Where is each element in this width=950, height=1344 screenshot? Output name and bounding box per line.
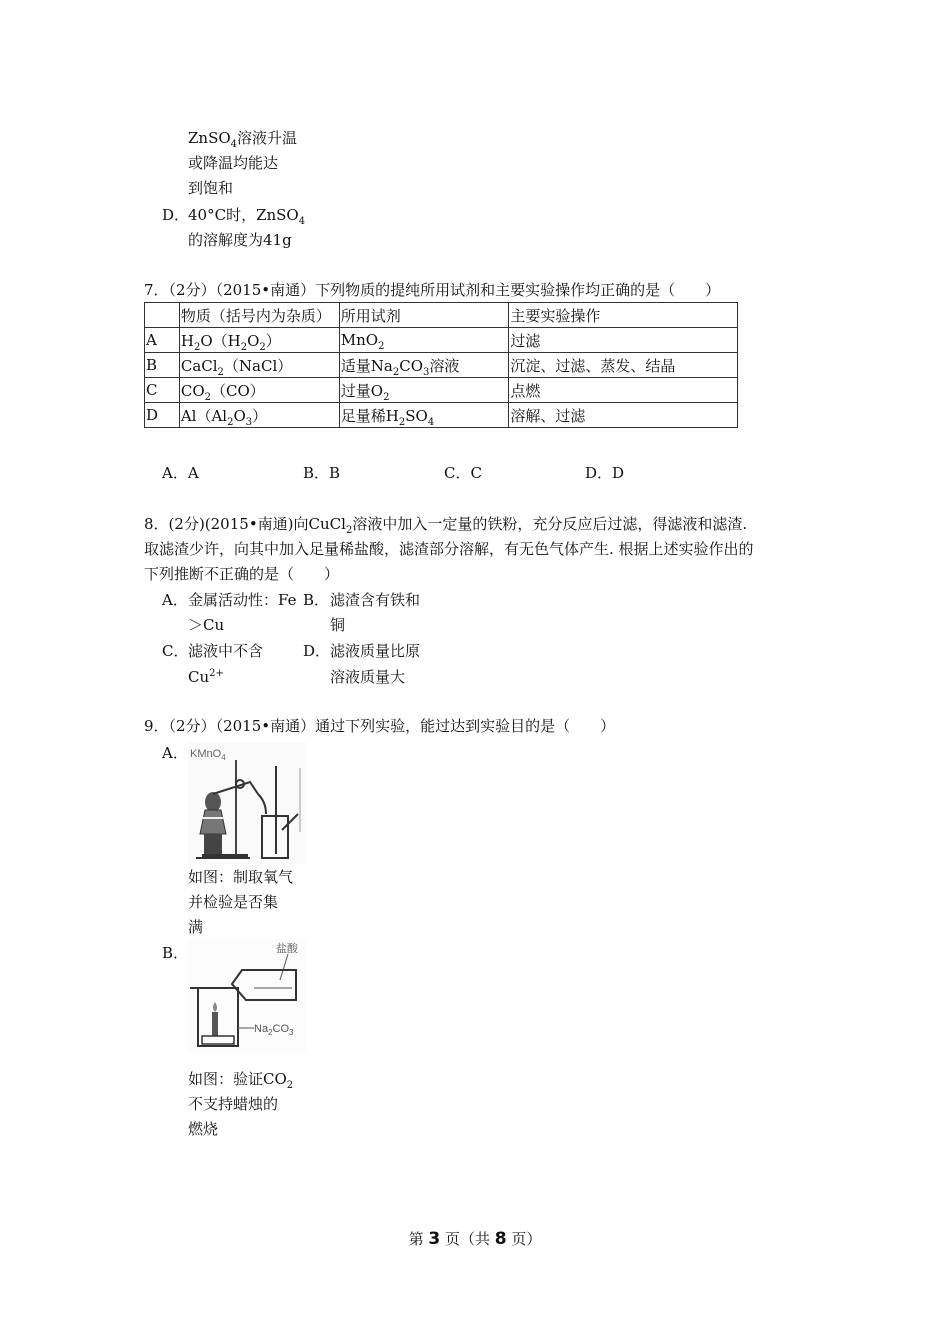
substance-cell: $H_2O(H_2O_2)$ [179,328,339,353]
q8-option-b-label[interactable]: B． [303,591,330,609]
table-row [145,403,738,428]
operation-cell: 过滤 [509,328,738,353]
table-header-cell: 物质（括号内为杂质） [179,303,339,328]
q8-option-d-line1: 滤液质量比原 [330,642,421,660]
q6-c-line3: 到饱和 [188,179,234,197]
q7-stem: 7．（2分）（2015•南通）下列物质的提纯所用试剂和主要实验操作均正确的是（ ） [144,281,721,299]
q8-option-c-line1: 滤液中不含 [188,642,264,660]
row-key: A [145,328,180,353]
operation-cell: 点燃 [509,378,738,403]
current-page-number: 3 [428,1229,441,1249]
co2-candle-figure [188,940,306,1052]
q6-c-line2: 或降温均能达 [188,154,279,172]
substance-cell: $Al(Al_2O_3)$ [179,403,339,428]
q6-d-label[interactable]: D． [162,206,190,224]
table-header-row [145,303,738,328]
q9-b-caption-2: 不支持蜡烛的 [188,1095,279,1113]
operation-cell: 溶解、过滤 [509,403,738,428]
q7-option-a[interactable]: A．A [162,464,199,482]
q9-a-caption-3: 满 [188,918,204,936]
row-key: D [145,403,180,428]
q7-table [144,302,738,428]
table-row [145,328,738,353]
q8-option-d-label[interactable]: D． [303,642,331,660]
q8-option-b-line2: 铜 [330,616,346,634]
q9-option-b-label[interactable]: B． [162,944,189,962]
q8-option-c-line2: $Cu^{2+}$ [188,668,224,686]
total-pages: 8 [494,1229,507,1249]
table-row [145,353,738,378]
q8-option-a-line1: 金属活动性：Fe [188,591,297,609]
q9-stem: 9．（2分）（2015•南通）通过下列实验，能过达到实验目的是（ ） [144,717,616,735]
substance-cell: $CO_2(CO)$ [179,378,339,403]
q7-option-d[interactable]: D．D [585,464,625,482]
q9-a-caption-1: 如图：制取氧气 [188,868,294,886]
row-key: B [145,353,180,378]
q8-stem-line1: 8．(2分)(2015•南通)向CuCl$_2$溶液中加入一定量的铁粉，充分反应后过滤，得滤液和滤渣. [144,515,748,536]
figure-label-acid: 盐酸 [276,943,298,955]
q8-option-c-label[interactable]: C． [162,642,189,660]
reagent-cell: 过量$O_2$ [339,378,509,403]
q6-d-line1: 40°C时，ZnSO$_4$ [188,206,306,227]
reagent-cell: 足量稀$H_2SO_4$ [339,403,509,428]
q8-option-a-label[interactable]: A． [162,591,188,609]
substance-cell: CaCl$_2$（NaCl） [179,353,339,378]
page-footer: 第 3 页（共 8 页） [408,1229,542,1249]
q8-stem-line2: 取滤渣少许，向其中加入足量稀盐酸，滤渣部分溶解，有无色气体产生. 根据上述实验作出的 [144,540,754,558]
q9-b-caption-1: 如图：验证$CO_2$ [188,1070,294,1091]
q8-option-d-line2: 溶液质量大 [330,668,406,686]
row-key: C [145,378,180,403]
table-header-cell [145,303,180,328]
q8-option-b-line1: 滤渣含有铁和 [330,591,421,609]
q9-option-a-label[interactable]: A． [162,744,188,762]
table-header-cell: 主要实验操作 [509,303,738,328]
reagent-cell: 适量$Na_2CO_3$溶液 [339,353,509,378]
q6-c-line1: ZnSO$_4$溶液升温 [188,129,298,150]
figure-label-kmno4: KMnO$_4$ [190,748,226,762]
table-header-cell: 所用试剂 [339,303,509,328]
q8-option-a-line2: ＞Cu [188,616,225,634]
q8-stem-line3: 下列推断不正确的是（ ） [144,565,340,583]
oxygen-apparatus-figure [188,742,306,864]
reagent-cell: MnO$_2$ [339,328,509,353]
q9-a-caption-2: 并检验是否集 [188,893,279,911]
figure-label-na2co3: $Na_2CO_3$ [254,1023,294,1037]
q9-b-caption-3: 燃烧 [188,1120,219,1138]
operation-cell: 沉淀、过滤、蒸发、结晶 [509,353,738,378]
table-row [145,378,738,403]
q7-option-c[interactable]: C．C [444,464,482,482]
q7-option-b[interactable]: B．B [303,464,341,482]
q6-d-line2: 的溶解度为41g [188,231,292,249]
